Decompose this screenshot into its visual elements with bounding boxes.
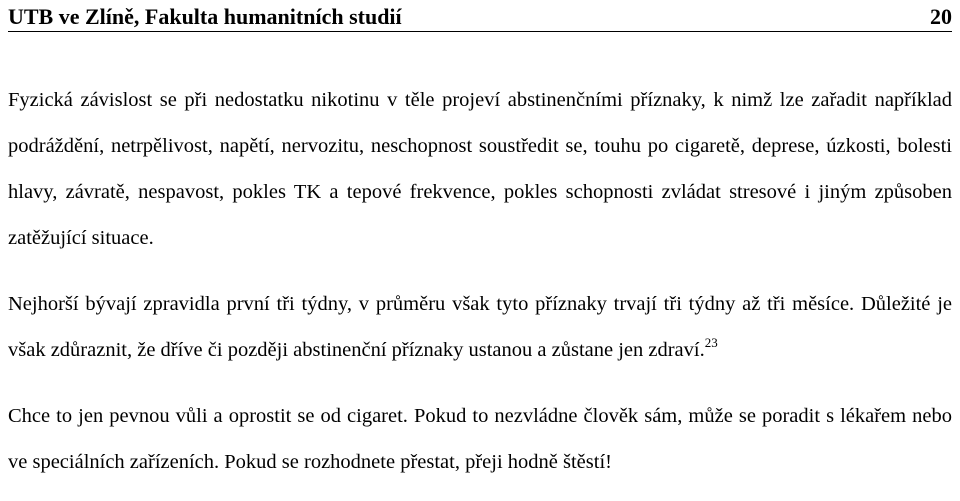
paragraph-text: Chce to jen pevnou vůli a oprostit se od cigaret. Pokud to nezvládne člověk sám, může se poradit s lékařem nebo ve speciálních zařízeních. Pokud se rozhodnete přestat, přeji hodně štěstí! — [8, 405, 952, 473]
paragraph-advice — [8, 393, 952, 485]
running-header — [8, 0, 952, 30]
header-title: UTB ve Zlíně, Fakulta humanitních studií — [8, 4, 402, 29]
paragraph-withdrawal-symptoms — [8, 77, 952, 261]
paragraph-text: Fyzická závislost se při nedostatku nikotinu v těle projeví abstinenčními příznaky, k nimž lze zařadit například podráždění, netrpělivost, napětí, nervozitu, neschopnost soustředit se, touhu po cigaretě, deprese, úzkosti, bolesti hlavy, závratě, nespavost, pokles TK a tepové frekvence, pokles schopnosti zvládat stresové i jiným způsoben zatěžující situace. — [8, 89, 952, 249]
page-number: 20 — [930, 4, 952, 29]
body-text — [8, 77, 952, 485]
header-rule — [8, 31, 952, 32]
footnote-reference[interactable]: 23 — [704, 335, 718, 350]
paragraph-duration — [8, 281, 952, 373]
paragraph-text: Nejhorší bývají zpravidla první tři týdny, v průměru však tyto příznaky trvají tři týdny až tři měsíce. Důležité je však zdůraznit, že dříve či později abstinenční příznaky ustanou a zůstane jen zdraví. — [8, 293, 952, 361]
document-page — [8, 0, 952, 501]
